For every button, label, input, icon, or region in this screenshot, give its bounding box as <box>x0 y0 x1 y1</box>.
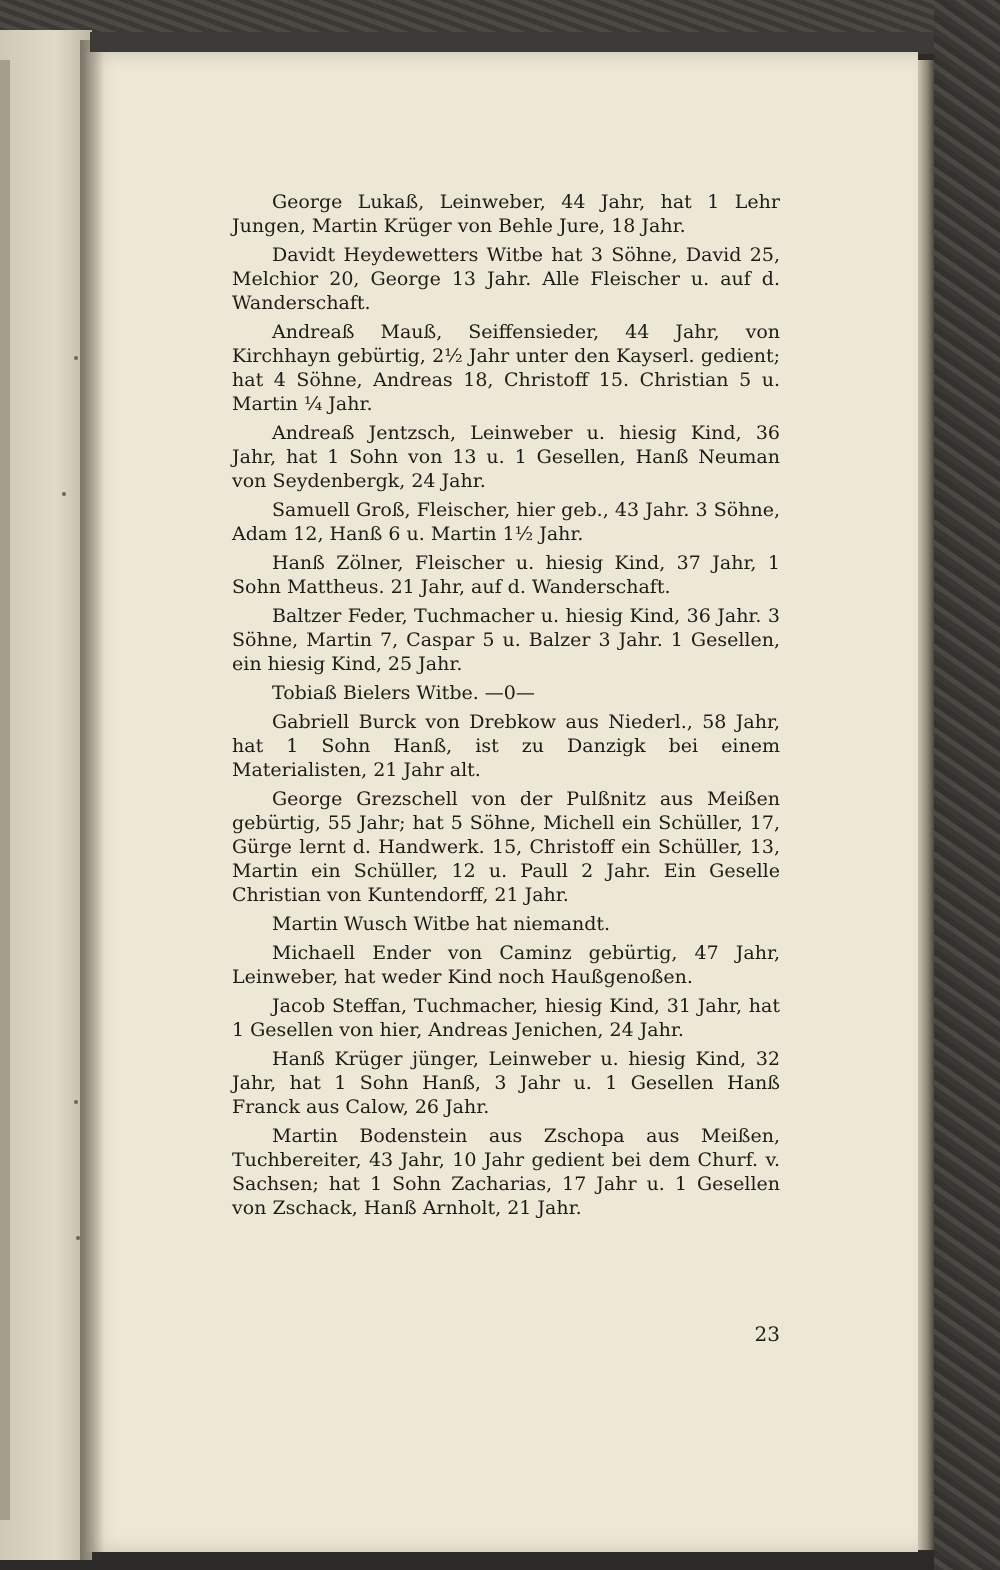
book-cover-top <box>0 0 1000 32</box>
page-edge <box>918 60 934 1550</box>
entry: Martin Wusch Witbe hat niemandt. <box>272 913 611 935</box>
left-page-edge <box>0 60 10 1520</box>
margin-mark <box>74 356 78 360</box>
entry: Martin Bodenstein aus Zschopa aus Meißen, Tuchbereiter, 43 Jahr, 10 Jahr gedient bei dem Churf. v. Sachsen; hat 1 Sohn Zacharias, 17 Jahr u. 1 Gesellen von Zschack, Hanß Arnholt, 21 Jahr. <box>232 1125 780 1219</box>
left-page <box>0 30 92 1560</box>
page-text <box>232 190 780 1225</box>
entry: Tobiaß Bielers Witbe. —0— <box>272 682 535 704</box>
entry: George Grezschell von der Pulßnitz aus Meißen gebürtig, 55 Jahr; hat 5 Söhne, Michell ein Schüller, 17, Gürge lernt d. Handwerk. 15, Christoff ein Schüller, 13, Martin ein Schüller, 12 u. Paull 2 Jahr. Ein Geselle Christian von Kuntendorff, 21 Jahr. <box>232 788 780 906</box>
cover-top-strip <box>90 32 934 54</box>
binding-shadow <box>80 40 104 1560</box>
entry: Andreaß Mauß, Seiffensieder, 44 Jahr, von Kirchhayn gebürtig, 2½ Jahr unter den Kayserl. gedient; hat 4 Söhne, Andreas 18, Christoff 15. Christian 5 u. Martin ¼ Jahr. <box>232 321 780 415</box>
entry: Baltzer Feder, Tuchmacher u. hiesig Kind, 36 Jahr. 3 Söhne, Martin 7, Caspar 5 u. Balzer 3 Jahr. 1 Gesellen, ein hiesig Kind, 25 Jahr. <box>232 605 780 675</box>
entry: Gabriell Burck von Drebkow aus Niederl., 58 Jahr, hat 1 Sohn Hanß, ist zu Danzigk bei einem Materialisten, 21 Jahr alt. <box>232 711 780 781</box>
entry: Michaell Ender von Caminz gebürtig, 47 Jahr, Leinweber, hat weder Kind noch Haußgenoßen. <box>232 942 780 988</box>
page-number: 23 <box>754 1322 780 1346</box>
margin-mark <box>76 1236 80 1240</box>
entry: Andreaß Jentzsch, Leinweber u. hiesig Kind, 36 Jahr, hat 1 Sohn von 13 u. 1 Gesellen, Hanß Neuman von Seydenbergk, 24 Jahr. <box>232 422 780 492</box>
entry: Jacob Steffan, Tuchmacher, hiesig Kind, 31 Jahr, hat 1 Gesellen von hier, Andreas Jenichen, 24 Jahr. <box>232 995 780 1041</box>
margin-mark <box>74 1100 78 1104</box>
entry: George Lukaß, Leinweber, 44 Jahr, hat 1 Lehr Jungen, Martin Krüger von Behle Jure, 18 Jahr. <box>232 191 780 237</box>
entry: Davidt Heydewetters Witbe hat 3 Söhne, David 25, Melchior 20, George 13 Jahr. Alle Fleischer u. auf d. Wanderschaft. <box>232 244 780 314</box>
margin-mark <box>62 492 66 496</box>
entry: Hanß Krüger jünger, Leinweber u. hiesig Kind, 32 Jahr, hat 1 Sohn Hanß, 3 Jahr u. 1 Gesellen Hanß Franck aus Calow, 26 Jahr. <box>232 1048 780 1118</box>
book-cover-right <box>934 0 1000 1570</box>
entry: Hanß Zölner, Fleischer u. hiesig Kind, 37 Jahr, 1 Sohn Mattheus. 21 Jahr, auf d. Wanderschaft. <box>232 552 780 598</box>
entry: Samuell Groß, Fleischer, hier geb., 43 Jahr. 3 Söhne, Adam 12, Hanß 6 u. Martin 1½ Jahr. <box>232 499 780 545</box>
